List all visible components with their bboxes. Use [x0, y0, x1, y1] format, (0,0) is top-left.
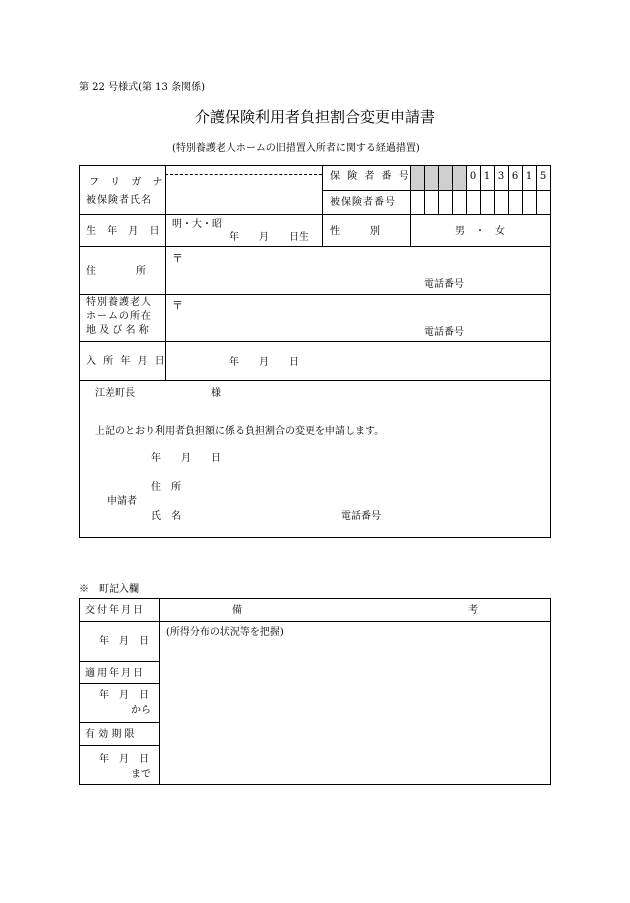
admission-date-label: 入 所 年 月 日	[86, 356, 167, 367]
birth-date-label: 生 年 月 日	[86, 226, 164, 237]
birth-date-format: 年 月 日生	[229, 232, 309, 243]
insurer-number-label: 保 険 者 番 号	[330, 171, 411, 182]
office-section-heading: ※ 町記入欄	[79, 584, 139, 595]
applicant-form-table	[79, 165, 551, 538]
insurer-digit: 3	[497, 171, 505, 182]
applicable-from-suffix: から	[131, 705, 151, 716]
gender-options: 男 ・ 女	[455, 226, 505, 237]
request-text: 上記のとおり利用者負担額に係る負担割合の変更を申請します。	[95, 426, 385, 437]
applicant-name-label: 氏 名	[151, 511, 181, 522]
address-phone-label: 電話番号	[424, 279, 464, 290]
facility-label-line2: ホームの所在	[86, 311, 152, 322]
issue-date-format: 年 月 日	[99, 636, 149, 647]
insured-number-label: 被保険者番号	[330, 197, 396, 208]
remarks-label-left: 備	[232, 605, 242, 616]
form-number: 第 22 号様式(第 13 条関係)	[79, 82, 205, 93]
remarks-label-right: 考	[468, 605, 478, 616]
validity-label: 有 効 期 限	[85, 729, 135, 740]
office-use-table	[79, 598, 551, 785]
insurer-digit: 0	[469, 171, 477, 182]
insured-name-label: 被保険者氏名	[86, 195, 152, 206]
insurer-digit: 1	[483, 171, 491, 182]
applicable-from-date: 年 月 日	[99, 690, 149, 701]
admission-date-format: 年 月 日	[229, 357, 299, 368]
addressee-honorific: 様	[211, 388, 221, 399]
gender-label: 性 別	[330, 226, 380, 237]
request-date-format: 年 月 日	[151, 453, 221, 464]
facility-label-line1: 特別養護老人	[86, 297, 152, 308]
applicant-phone-label: 電話番号	[341, 511, 381, 522]
validity-until-date: 年 月 日	[99, 754, 149, 765]
applicant-label: 申請者	[107, 496, 137, 507]
furigana-label: フ リ ガ ナ	[89, 177, 167, 188]
insurer-digit: 5	[539, 171, 547, 182]
address-label: 住 所	[86, 266, 146, 277]
addressee: 江差町長	[95, 388, 135, 399]
era-options: 明・大・昭	[172, 219, 222, 230]
insurer-digit: 1	[525, 171, 533, 182]
remarks-note: (所得分布の状況等を把握)	[166, 627, 284, 638]
page-title: 介護保険利用者負担割合変更申請書	[194, 108, 435, 126]
postal-mark: 〒	[172, 252, 183, 265]
validity-until-suffix: まで	[131, 769, 151, 780]
facility-postal-mark: 〒	[172, 299, 183, 312]
facility-label-line3: 地 及 び 名 称	[86, 325, 149, 336]
insurer-digit: 6	[511, 171, 519, 182]
applicable-date-label: 適用年月日	[85, 668, 145, 679]
issue-date-label: 交付年月日	[85, 605, 145, 616]
applicant-address-label: 住 所	[151, 482, 181, 493]
facility-phone-label: 電話番号	[424, 327, 464, 338]
insurer-number-shaded-cells	[411, 166, 467, 190]
page-subtitle: (特別養護老人ホームの旧措置入所者に関する経過措置)	[172, 143, 420, 154]
